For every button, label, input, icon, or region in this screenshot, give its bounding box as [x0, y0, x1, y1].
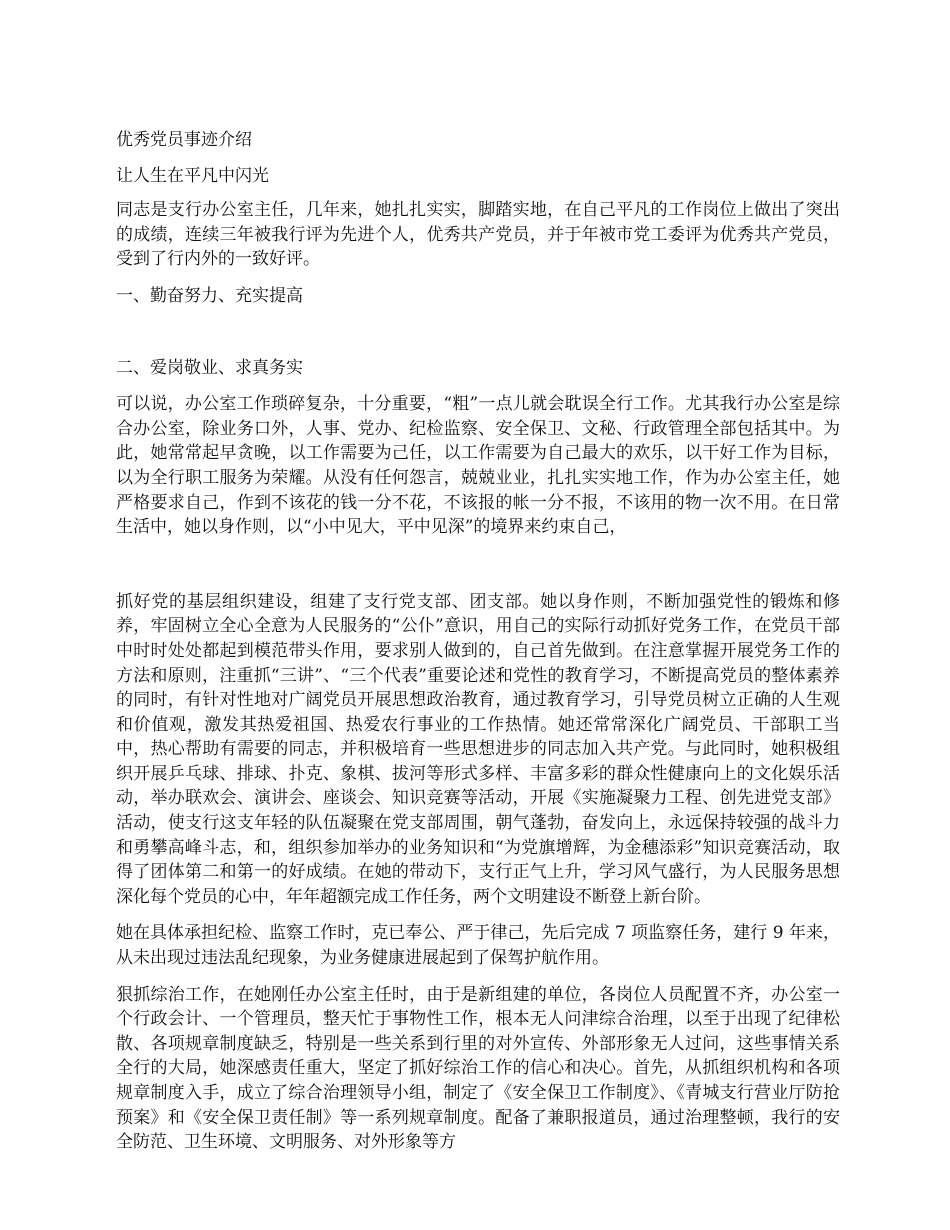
body-paragraph-4: 狠抓综治工作，在她刚任办公室主任时，由于是新组建的单位，各岗位人员配置不齐，办公室一个行政会计、一个管理员，整天忙于事物性工作，根本无人问津综合治理，以至于出现了纪律松散、各项规章制度缺乏，特别是一些关系到行里的对外宣传、外部形象无人过问，这些事情关系全行的大局，她深感责任重大，坚定了抓好综治工作的信心和决心。首先，从抓组织机构和各项规章制度入手，成立了综合治理领导小组，制定了《安全保卫工作制度》、《青城支行营业厅防抢预案》和《安全保卫责任制》等一系列规章制度。配备了兼职报道员，通过治理整顿，我行的安全防范、卫生环境、文明服务、对外形象等方	[116, 984, 840, 1153]
document-title: 优秀党员事迹介绍	[116, 130, 252, 150]
document-page	[116, 128, 840, 1155]
body-paragraph-3: 她在具体承担纪检、监察工作时，克已奉公、严于律己，先后完成 7 项监察任务，建行 9 年来，从未出现过违法乱纪现象，为业务健康进展起到了保驾护航作用。	[116, 923, 840, 969]
section-heading-1: 一、勤奋努力、充实提高	[116, 285, 303, 306]
document-subtitle: 让人生在平凡中闪光	[116, 165, 269, 186]
intro-paragraph: 同志是支行办公室主任，几年来，她扎扎实实，脚踏实地，在自己平凡的工作岗位上做出了突出的成绩，连续三年被我行评为先进个人，优秀共产党员，并于年被市党工委评为优秀共产党员，受到了行内外的一致好评。	[116, 200, 840, 270]
body-paragraph-1: 可以说，办公室工作琐碎复杂，十分重要，“粗”一点儿就会耽误全行工作。尤其我行办公室是综合办公室，除业务口外，人事、党办、纪检监察、安全保卫、文秘、行政管理全部包括其中。为此，她常常起早贪晚，以工作需要为己任，以工作需要为自己最大的欢乐，以干好工作为目标，以为全行职工服务为荣耀。从没有任何怨言，兢兢业业，扎扎实实地工作，作为办公室主任，她严格要求自己，作到不该花的钱一分不花，不该报的帐一分不报，不该用的物一次不用。在日常生活中，她以身作则，以“小中见大，平中见深”的境界来约束自己，	[116, 394, 840, 538]
body-paragraph-2: 抓好党的基层组织建设，组建了支行党支部、团支部。她以身作则，不断加强党性的锻炼和修养，牢固树立全心全意为人民服务的“公仆”意识，用自己的实际行动抓好党务工作，在党员干部中时时处处都起到模范带头作用，要求别人做到的，自己首先做到。在注意掌握开展党务工作的方法和原则，注重抓“三讲”、“三个代表”重要论述和党性的教育学习，不断提高党员的整体素养的同时，有针对性地对广阔党员开展思想政治教育，通过教育学习，引导党员树立正确的人生观和价值观，激发其热爱祖国、热爱农行事业的工作热情。她还常常深化广阔党员、干部职工当中，热心帮助有需要的同志，并积极培育一些思想进步的同志加入共产党。与此同时，她积极组织开展乒乓球、排球、扑克、象棋、拔河等形式多样、丰富多彩的群众性健康向上的文化娱乐活动，举办联欢会、演讲会、座谈会、知识竞赛等活动，开展《实施凝聚力工程、创先进党支部》活动，使支行这支年轻的队伍凝聚在党支部周围，朝气蓬勃，奋发向上，永远保持较强的战斗力和勇攀高峰斗志，和，组织参加举办的业务知识和“为党旗增辉，为金穗添彩”知识竞赛活动，取得了团体第二和第一的好成绩。在她的带动下，支行正气上升，学习风气盛行，为人民服务思想深化每个党员的心中，年年超额完成工作任务，两个文明建设不断登上新台阶。	[116, 591, 840, 907]
section-heading-2: 二、爱岗敬业、求真务实	[116, 357, 303, 378]
